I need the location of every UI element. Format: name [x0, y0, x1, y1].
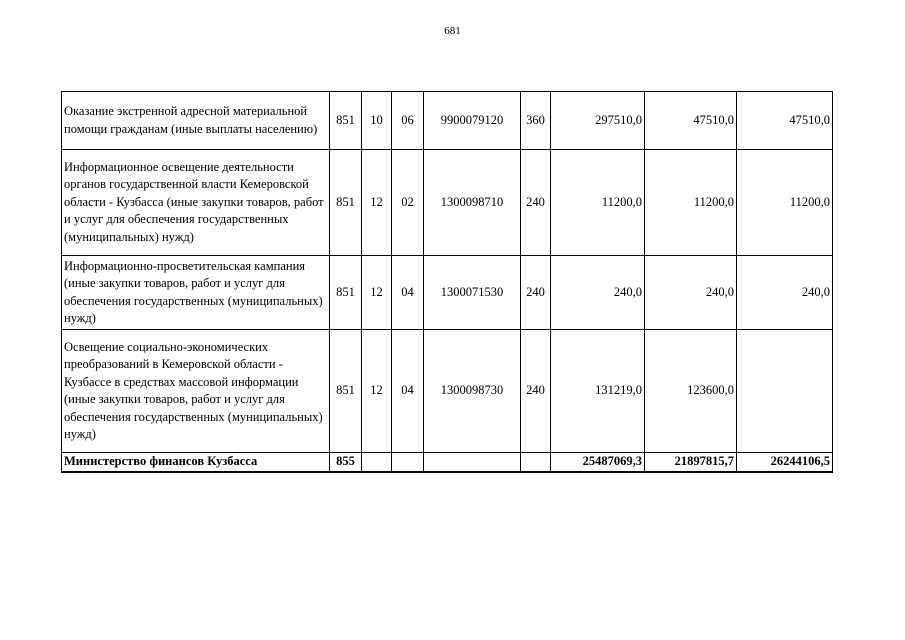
subsection-code: 04: [392, 330, 424, 453]
amount-year-3: 11200,0: [737, 150, 833, 256]
ministry-code: 851: [330, 256, 362, 330]
row-name: Освещение социально-экономических преобразований в Кемеровской области - Кузбассе в средствах массовой информации (иные закупки товаров, работ и услуг для обеспечения государственных (муниципальных) нужд): [62, 330, 330, 453]
amount-year-2: 47510,0: [645, 92, 737, 150]
target-article-code: [424, 453, 521, 472]
subsection-code: [392, 453, 424, 472]
expense-type-code: 360: [521, 92, 551, 150]
amount-year-1: 131219,0: [551, 330, 645, 453]
amount-year-3: 47510,0: [737, 92, 833, 150]
ministry-code: 851: [330, 330, 362, 453]
total-amount-year-1: 25487069,3: [551, 453, 645, 472]
row-name: Информационное освещение деятельности органов государственной власти Кемеровской области - Кузбасса (иные закупки товаров, работ и услуг для обеспечения государственных (муниципальных) нужд): [62, 150, 330, 256]
row-name: Информационно-просветительская кампания (иные закупки товаров, работ и услуг для обеспечения государственных (муниципальных) нужд): [62, 256, 330, 330]
amount-year-1: 11200,0: [551, 150, 645, 256]
budget-table: [61, 91, 833, 473]
page-number: 681: [444, 25, 461, 37]
amount-year-2: 123600,0: [645, 330, 737, 453]
table-row: [62, 92, 833, 150]
total-amount-year-2: 21897815,7: [645, 453, 737, 472]
total-amount-year-3: 26244106,5: [737, 453, 833, 472]
subsection-code: 02: [392, 150, 424, 256]
amount-year-2: 240,0: [645, 256, 737, 330]
expense-type-code: 240: [521, 150, 551, 256]
target-article-code: 1300098710: [424, 150, 521, 256]
subsection-code: 06: [392, 92, 424, 150]
table-row: [62, 256, 833, 330]
target-article-code: 1300071530: [424, 256, 521, 330]
section-code: 12: [362, 330, 392, 453]
section-code: [362, 453, 392, 472]
expense-type-code: 240: [521, 256, 551, 330]
expense-type-code: [521, 453, 551, 472]
table-row: [62, 150, 833, 256]
table-row: [62, 330, 833, 453]
row-name: Оказание экстренной адресной материальной помощи гражданам (иные выплаты населению): [62, 92, 330, 150]
ministry-name: Министерство финансов Кузбасса: [62, 453, 330, 472]
amount-year-3: 240,0: [737, 256, 833, 330]
amount-year-3: [737, 330, 833, 453]
target-article-code: 9900079120: [424, 92, 521, 150]
amount-year-1: 297510,0: [551, 92, 645, 150]
total-row: [62, 453, 833, 472]
section-code: 10: [362, 92, 392, 150]
ministry-code: 855: [330, 453, 362, 472]
amount-year-2: 11200,0: [645, 150, 737, 256]
target-article-code: 1300098730: [424, 330, 521, 453]
amount-year-1: 240,0: [551, 256, 645, 330]
ministry-code: 851: [330, 150, 362, 256]
section-code: 12: [362, 150, 392, 256]
expense-type-code: 240: [521, 330, 551, 453]
subsection-code: 04: [392, 256, 424, 330]
section-code: 12: [362, 256, 392, 330]
ministry-code: 851: [330, 92, 362, 150]
